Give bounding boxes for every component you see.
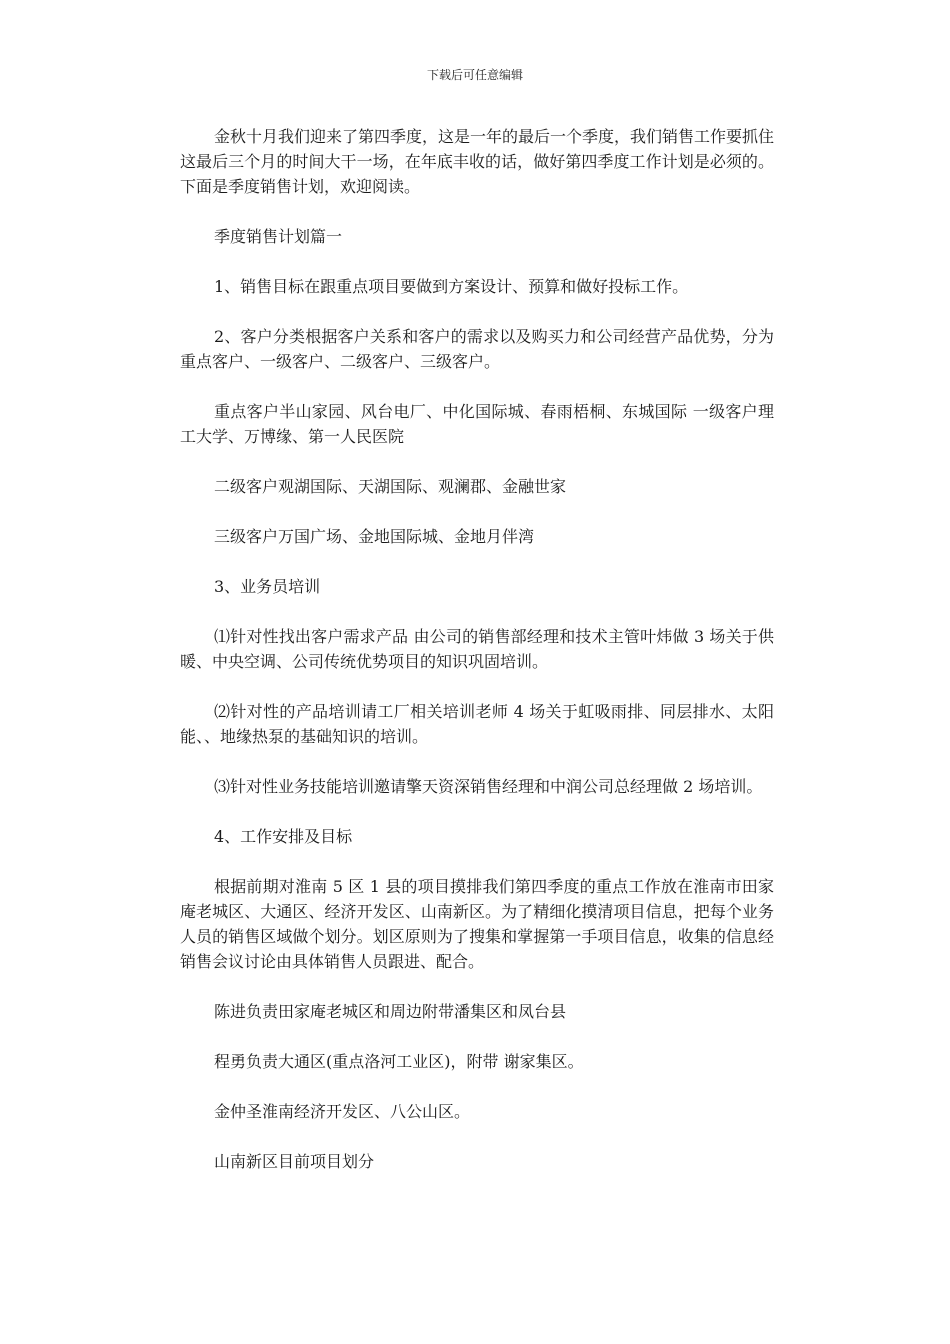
paragraph-item-2: 2、客户分类根据客户关系和客户的需求以及购买力和公司经营产品优势，分为重点客户、一级客户、二级客户、三级客户。 xyxy=(180,327,774,371)
paragraph-area-chen: 陈进负责田家庵老城区和周边附带潘集区和凤台县 xyxy=(214,1002,567,1021)
paragraph-item-1: 1、销售目标在跟重点项目要做到方案设计、预算和做好投标工作。 xyxy=(214,277,689,296)
paragraph-area-cheng: 程勇负责大通区(重点洛河工业区)，附带 谢家集区。 xyxy=(214,1052,584,1071)
paragraph-key-clients: 重点客户半山家园、风台电厂、中化国际城、春雨梧桐、东城国际 一级客户理工大学、万博缘、第一人民医院 xyxy=(180,402,774,446)
paragraph-training-3: ⑶针对性业务技能培训邀请擎天资深销售经理和中润公司总经理做 2 场培训。 xyxy=(214,777,763,796)
paragraph-shannan: 山南新区目前项目划分 xyxy=(214,1152,375,1171)
header-note: 下载后可任意编辑 xyxy=(426,68,523,82)
paragraph-item-3: 3、业务员培训 xyxy=(214,577,321,596)
paragraph-intro: 金秋十月我们迎来了第四季度，这是一年的最后一个季度，我们销售工作要抓住这最后三个月的时间大干一场，在年底丰收的话，做好第四季度工作计划是必须的。下面是季度销售计划，欢迎阅读。 xyxy=(180,127,775,196)
paragraph-area-jin: 金仲圣淮南经济开发区、八公山区。 xyxy=(214,1102,471,1121)
paragraph-training-1: ⑴针对性找出客户需求产品 由公司的销售部经理和技术主管叶炜做 3 场关于供暖、中央空调、公司传统优势项目的知识巩固培训。 xyxy=(180,627,774,671)
paragraph-third-level-clients: 三级客户万国广场、金地国际城、金地月伴湾 xyxy=(214,527,535,546)
document-body xyxy=(180,124,774,1174)
paragraph-training-2: ⑵针对性的产品培训请工厂相关培训老师 4 场关于虹吸雨排、同层排水、太阳能、、地缘热泵的基础知识的培训。 xyxy=(180,702,774,746)
paragraph-second-level-clients: 二级客户观湖国际、天湖国际、观澜郡、金融世家 xyxy=(214,477,567,496)
paragraph-item-4: 4、工作安排及目标 xyxy=(214,827,353,846)
section-title: 季度销售计划篇一 xyxy=(214,227,343,246)
paragraph-work-plan: 根据前期对淮南 5 区 1 县的项目摸排我们第四季度的重点工作放在淮南市田家庵老城区、大通区、经济开发区、山南新区。为了精细化摸清项目信息，把每个业务人员的销售区域做个划分。划区原则为了搜集和掌握第一手项目信息，收集的信息经销售会议讨论由具体销售人员跟进、配合。 xyxy=(180,877,774,971)
